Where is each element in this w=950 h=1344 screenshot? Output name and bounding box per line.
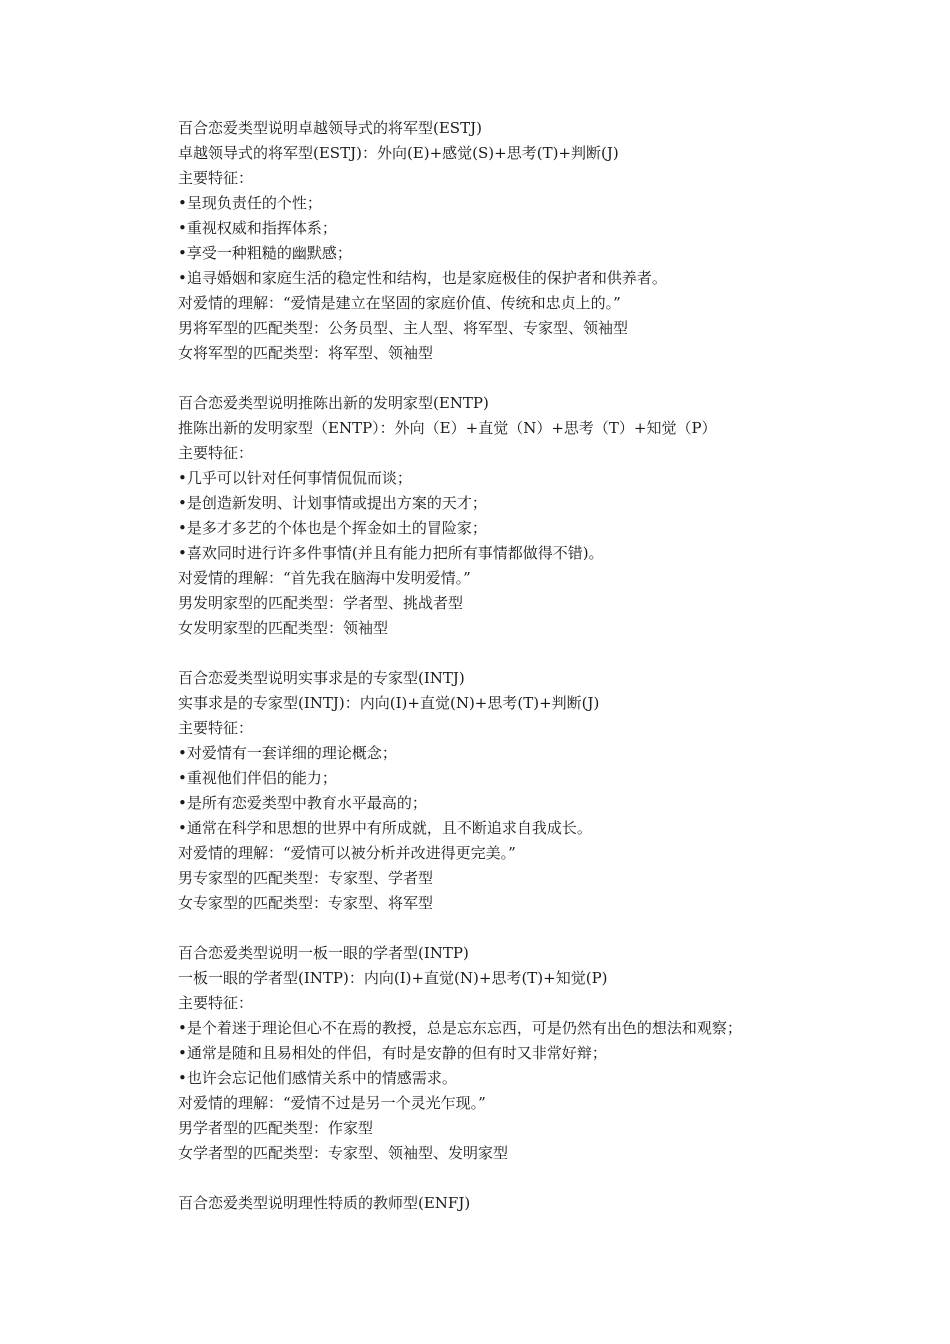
trait-item: •喜欢同时进行许多件事情(并且有能力把所有事情都做得不错)。 [178, 544, 604, 562]
section-estj [178, 116, 918, 366]
male-match: 男学者型的匹配类型：作家型 [178, 1119, 374, 1137]
traits-label: 主要特征： [178, 719, 254, 737]
type-definition: 推陈出新的发明家型（ENTP）：外向（E）+直觉（N）+思考（T）+知觉（P） [178, 419, 717, 437]
love-understanding: 对爱情的理解：“爱情不过是另一个灵光乍现。” [178, 1094, 486, 1112]
section-entp [178, 391, 918, 641]
female-match: 女将军型的匹配类型：将军型、领袖型 [178, 344, 434, 362]
section-enfj [178, 1191, 918, 1216]
section-intp [178, 941, 918, 1166]
trait-item: •享受一种粗糙的幽默感； [178, 244, 352, 262]
male-match: 男将军型的匹配类型：公务员型、主人型、将军型、专家型、领袖型 [178, 319, 629, 337]
trait-item: •通常在科学和思想的世界中有所成就，且不断追求自我成长。 [178, 819, 592, 837]
trait-item: •是所有恋爱类型中教育水平最高的； [178, 794, 427, 812]
type-definition: 一板一眼的学者型(INTP)：内向(I)+直觉(N)+思考(T)+知觉(P) [178, 969, 608, 987]
traits-label: 主要特征： [178, 994, 254, 1012]
section-heading: 百合恋爱类型说明推陈出新的发明家型(ENTP) [178, 394, 489, 412]
trait-item: •呈现负责任的个性； [178, 194, 322, 212]
female-match: 女发明家型的匹配类型：领袖型 [178, 619, 389, 637]
section-heading: 百合恋爱类型说明一板一眼的学者型(INTP) [178, 944, 469, 962]
female-match: 女专家型的匹配类型：专家型、将军型 [178, 894, 434, 912]
love-understanding: 对爱情的理解：“爱情可以被分析并改进得更完美。” [178, 844, 516, 862]
traits-label: 主要特征： [178, 169, 254, 187]
trait-item: •是创造新发明、计划事情或提出方案的天才； [178, 494, 487, 512]
trait-item: •是个着迷于理论但心不在焉的教授，总是忘东忘西，可是仍然有出色的想法和观察； [178, 1019, 742, 1037]
male-match: 男专家型的匹配类型：专家型、学者型 [178, 869, 434, 887]
trait-item: •几乎可以针对任何事情侃侃而谈； [178, 469, 412, 487]
section-heading: 百合恋爱类型说明卓越领导式的将军型(ESTJ) [178, 119, 482, 137]
love-understanding: 对爱情的理解：“首先我在脑海中发明爱情。” [178, 569, 471, 587]
type-definition: 实事求是的专家型(INTJ)：内向(I)+直觉(N)+思考(T)+判断(J) [178, 694, 600, 712]
trait-item: •对爱情有一套详细的理论概念； [178, 744, 397, 762]
trait-item: •是多才多艺的个体也是个挥金如土的冒险家； [178, 519, 487, 537]
section-intj [178, 666, 918, 916]
trait-item: •通常是随和且易相处的伴侣，有时是安静的但有时又非常好辩； [178, 1044, 607, 1062]
traits-label: 主要特征： [178, 444, 254, 462]
document-body [178, 116, 918, 1241]
trait-item: •也许会忘记他们感情关系中的情感需求。 [178, 1069, 457, 1087]
trait-item: •追寻婚姻和家庭生活的稳定性和结构，也是家庭极佳的保护者和供养者。 [178, 269, 667, 287]
love-understanding: 对爱情的理解：“爱情是建立在坚固的家庭价值、传统和忠贞上的。” [178, 294, 621, 312]
female-match: 女学者型的匹配类型：专家型、领袖型、发明家型 [178, 1144, 509, 1162]
type-definition: 卓越领导式的将军型(ESTJ)：外向(E)+感觉(S)+思考(T)+判断(J) [178, 144, 619, 162]
trait-item: •重视他们伴侣的能力； [178, 769, 337, 787]
trait-item: •重视权威和指挥体系； [178, 219, 337, 237]
male-match: 男发明家型的匹配类型：学者型、挑战者型 [178, 594, 464, 612]
section-heading: 百合恋爱类型说明实事求是的专家型(INTJ) [178, 669, 465, 687]
section-heading: 百合恋爱类型说明理性特质的教师型(ENFJ) [178, 1194, 471, 1212]
